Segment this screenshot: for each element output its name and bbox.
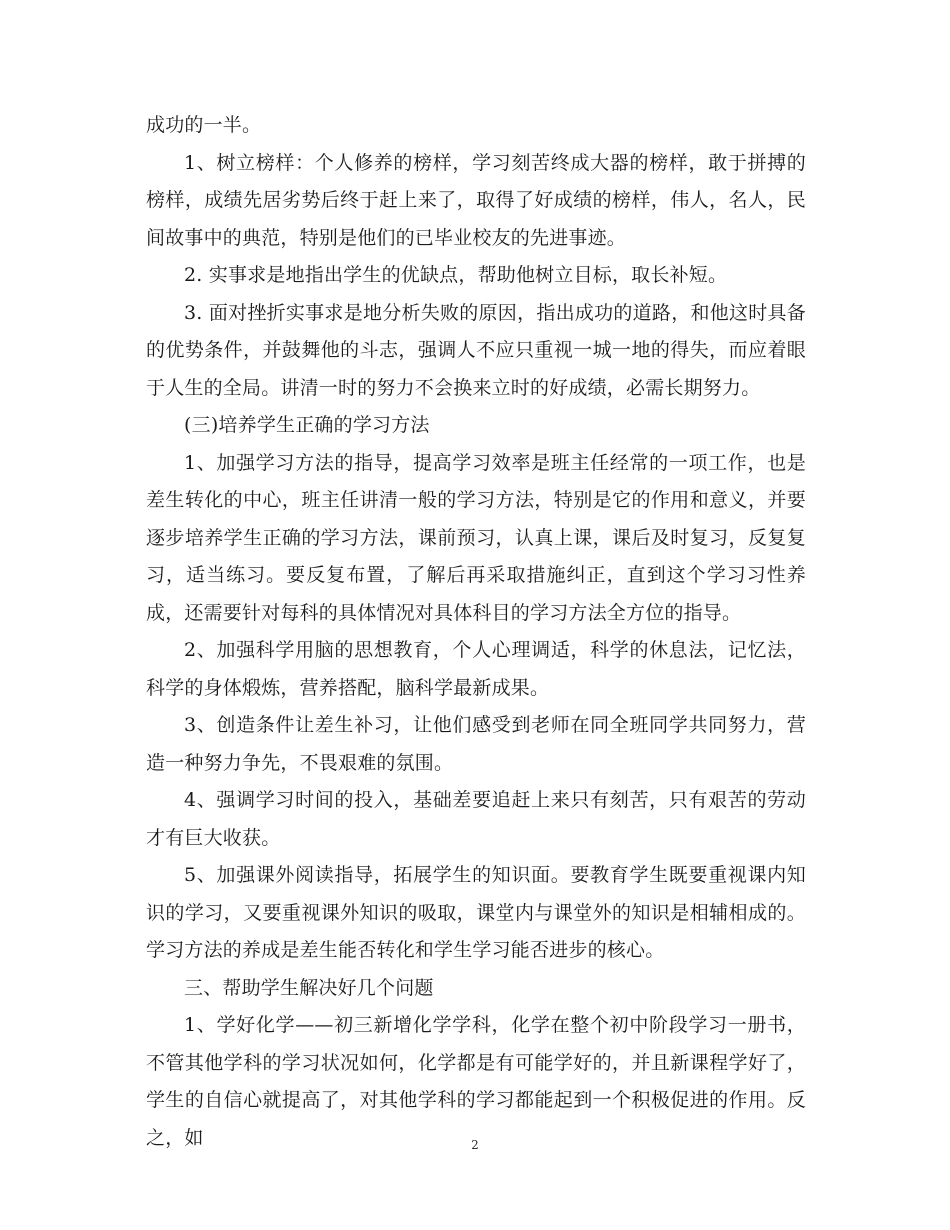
paragraph-study-time: 4、强调学习时间的投入，基础差要追赶上来只有刻苦，只有艰苦的劳动才有巨大收获。 <box>146 789 806 849</box>
paragraph-tutoring: 3、创造条件让差生补习，让他们感受到老师在同全班同学共同努力，营造一种努力争先，不畏艰难的氛围。 <box>146 714 806 774</box>
paragraph-continuation: 成功的一半。 <box>146 114 262 136</box>
paragraph-scientific-brain-use: 2、加强科学用脑的思想教育，个人心理调适，科学的休息法，记忆法，科学的身体煅炼，营养搭配，脑科学最新成果。 <box>146 639 806 699</box>
paragraph-learn-chemistry: 1、学好化学——初三新增化学学科，化学在整个初中阶段学习一册书，不管其他学科的学习状况如何，化学都是有可能学好的，并且新课程学好了，学生的自信心就提高了，对其他学科的学习都能起到一个积极促进的作用。反之，如 <box>146 1014 806 1149</box>
page-number: 2 <box>471 1138 479 1152</box>
paragraph-face-setbacks: 3. 面对挫折实事求是地分析失败的原因，指出成功的道路，和他这时具备的优势条件，并鼓舞他的斗志，强调人不应只重视一城一地的得失，而应着眼于人生的全局。讲清一时的努力不会换来立时的好成绩，必需长期努力。 <box>146 301 806 399</box>
document-body <box>146 107 806 1157</box>
paragraph-point-out-strengths: 2. 实事求是地指出学生的优缺点，帮助他树立目标，取长补短。 <box>184 264 728 286</box>
paragraph-extracurricular-reading: 5、加强课外阅读指导，拓展学生的知识面。要教育学生既要重视课内知识的学习，又要重视课外知识的吸取，课堂内与课堂外的知识是相辅相成的。学习方法的养成是差生能否转化和学生学习能否进步的核心。 <box>146 864 806 961</box>
paragraph-method-guidance: 1、加强学习方法的指导，提高学习效率是班主任经常的一项工作，也是差生转化的中心，班主任讲清一般的学习方法，特别是它的作用和意义，并要逐步培养学生正确的学习方法，课前预习，认真上课，课后及时复习，反复复习，适当练习。要反复布置，了解后再采取措施纠正，直到这个学习习性养成，还需要针对每科的具体情况对具体科目的学习方法全方位的指导。 <box>146 451 806 624</box>
section-heading-learning-methods: (三)培养学生正确的学习方法 <box>184 414 430 436</box>
paragraph-set-role-models: 1、树立榜样：个人修养的榜样，学习刻苦终成大器的榜样，敢于拼搏的榜样，成绩先居劣势后终于赶上来了，取得了好成绩的榜样，伟人，名人，民间故事中的典范，特别是他们的已毕业校友的先进事迹。 <box>146 151 806 249</box>
section-heading-solve-problems: 三、帮助学生解决好几个问题 <box>184 976 434 999</box>
